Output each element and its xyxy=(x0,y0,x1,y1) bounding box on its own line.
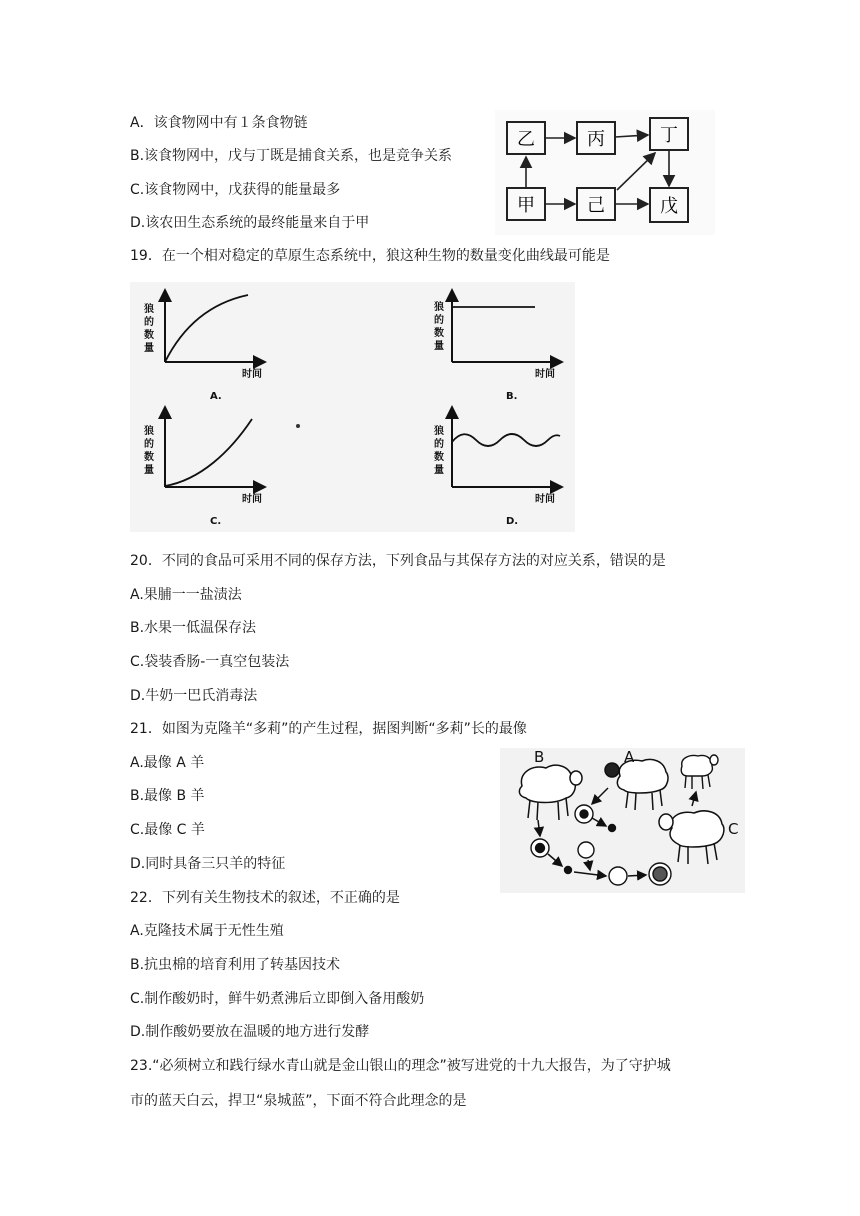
graph-a-ylabel-1: 狼 xyxy=(144,304,154,315)
graph-d-ylabel-4: 量 xyxy=(434,465,444,476)
graph-a-ylabel-3: 数 xyxy=(144,330,154,341)
q22-option-d: D.制作酸奶要放在温暖的地方进行发酵 xyxy=(130,1024,370,1040)
graph-b-label: B. xyxy=(506,391,518,402)
food-web-node-bing: 丙 xyxy=(587,129,605,150)
q22-option-a: A.克隆技术属于无性生殖 xyxy=(130,923,284,939)
q18-option-d: D.该农田生态系统的最终能量来自于甲 xyxy=(130,215,370,231)
q20-option-b: B.水果一低温保存法 xyxy=(130,620,257,636)
graph-a-ylabel-4: 量 xyxy=(144,343,154,354)
q19-question: 19．在一个相对稳定的草原生态系统中，狼这种生物的数量变化曲线最可能是 xyxy=(130,248,610,264)
q21-question: 21．如图为克隆羊“多莉”的产生过程，据图判断“多莉”长的最像 xyxy=(130,721,527,737)
food-web-node-ji: 己 xyxy=(587,195,605,216)
graph-b-ylabel-1: 狼 xyxy=(434,302,444,313)
sheep-label-c: C xyxy=(728,820,739,838)
food-web-node-jia: 甲 xyxy=(517,195,535,216)
q18-option-b: B.该食物网中，戊与丁既是捕食关系，也是竞争关系 xyxy=(130,148,453,164)
graph-c-ylabel-3: 数 xyxy=(144,452,154,463)
sheep-label-a: A xyxy=(624,748,635,766)
q20-option-c: C.袋装香肠-一真空包装法 xyxy=(130,654,290,670)
q23-line-1: 23.“必须树立和践行绿水青山就是金山银山的理念”被写进党的十九大报告，为了守护城 xyxy=(130,1058,671,1074)
sheep-label-b: B xyxy=(534,748,545,766)
q21-option-d: D.同时具备三只羊的特征 xyxy=(130,856,286,872)
q21-option-c: C.最像 C 羊 xyxy=(130,822,205,838)
graph-d-ylabel-1: 狼 xyxy=(434,426,444,437)
q18-option-c: C.该食物网中，戊获得的能量最多 xyxy=(130,182,341,198)
q20-question: 20．不同的食品可采用不同的保存方法，下列食品与其保存方法的对应关系，错误的是 xyxy=(130,553,666,569)
wolf-population-graphs xyxy=(130,282,575,532)
graph-c-label: C. xyxy=(210,516,222,527)
q18-option-a: A．该食物网中有１条食物链 xyxy=(130,115,308,131)
graph-d-label: D. xyxy=(506,516,519,527)
q22-question: 22．下列有关生物技术的叙述，不正确的是 xyxy=(130,890,400,906)
q20-option-a: A.果脯一一盐渍法 xyxy=(130,587,242,603)
cloning-diagram xyxy=(500,748,745,893)
food-web-node-yi: 乙 xyxy=(517,129,535,150)
graph-b-ylabel-3: 数 xyxy=(434,328,444,339)
graph-c-ylabel-2: 的 xyxy=(144,439,154,450)
graph-c-ylabel-4: 量 xyxy=(144,465,154,476)
food-web-diagram xyxy=(495,110,715,235)
q22-option-b: B.抗虫棉的培育利用了转基因技术 xyxy=(130,957,341,973)
graph-a-xlabel: 时间 xyxy=(242,369,262,380)
graph-d-ylabel-3: 数 xyxy=(434,452,444,463)
food-web-node-ding: 丁 xyxy=(660,125,678,146)
q23-line-2: 市的蓝天白云，捍卫“泉城蓝”，下面不符合此理念的是 xyxy=(130,1093,467,1109)
graph-b-xlabel: 时间 xyxy=(535,369,555,380)
graph-d-ylabel-2: 的 xyxy=(434,439,444,450)
q22-option-c: C.制作酸奶时，鲜牛奶煮沸后立即倒入备用酸奶 xyxy=(130,991,425,1007)
food-web-node-wu: 戊 xyxy=(660,196,678,217)
graph-c-xlabel: 时间 xyxy=(242,494,262,505)
q21-option-a: A.最像 A 羊 xyxy=(130,755,205,771)
q20-option-d: D.牛奶一巴氏消毒法 xyxy=(130,688,258,704)
graph-b-ylabel-4: 量 xyxy=(434,341,444,352)
graph-d-xlabel: 时间 xyxy=(535,494,555,505)
graph-b-ylabel-2: 的 xyxy=(434,315,444,326)
graph-c-ylabel-1: 狼 xyxy=(144,426,154,437)
graph-a-label: A. xyxy=(210,391,222,402)
q21-option-b: B.最像 B 羊 xyxy=(130,788,205,804)
graph-a-ylabel-2: 的 xyxy=(144,317,154,328)
